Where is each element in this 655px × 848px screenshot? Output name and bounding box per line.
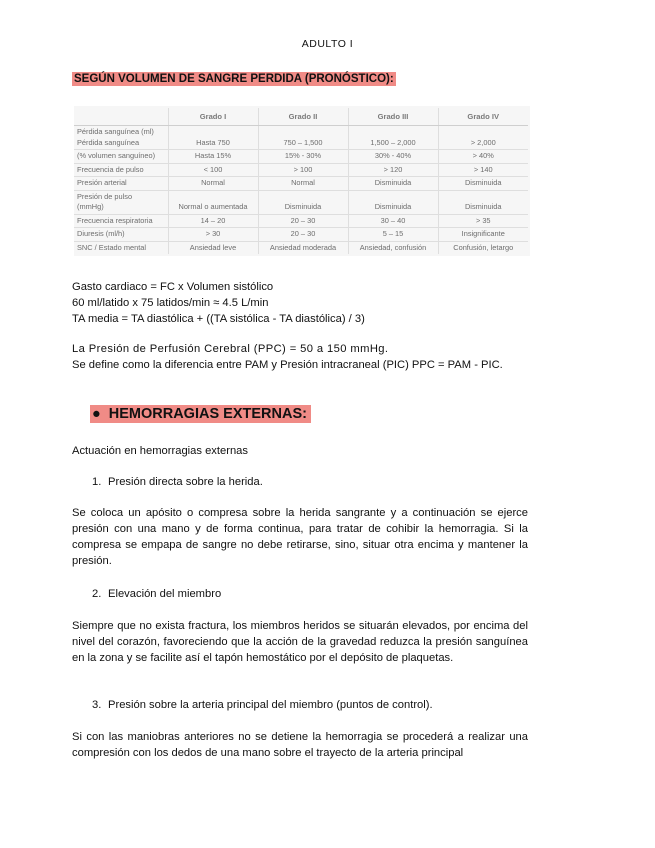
item-number: 1.: [92, 476, 102, 488]
item-number: 2.: [92, 588, 102, 600]
table-cell: 15% - 30%: [258, 150, 348, 164]
section-title-text: HEMORRAGIAS EXTERNAS:: [108, 406, 307, 422]
table-cell: Disminuida: [438, 177, 528, 191]
table-cell: Ansiedad leve: [168, 241, 258, 254]
table-cell: 14 – 20: [168, 214, 258, 228]
table-header-cell: Grado III: [348, 108, 438, 126]
table-cell: > 40%: [438, 150, 528, 164]
table-cell: 1,500 – 2,000: [348, 126, 438, 150]
hemorrhage-grades-table: [74, 108, 528, 254]
formula-line: Gasto cardiaco = FC x Volumen sistólico: [72, 281, 274, 293]
row-label: Frecuencia de pulso: [74, 163, 168, 177]
table-cell: Confusión, letargo: [438, 241, 528, 254]
table-cell: Normal o aumentada: [168, 190, 258, 214]
paragraph-1: [72, 505, 528, 569]
row-label: (% volumen sanguíneo): [74, 150, 168, 164]
page-header: ADULTO I: [301, 38, 354, 50]
actuacion-intro: [72, 443, 528, 459]
table-cell: Disminuida: [348, 177, 438, 191]
table-cell: Normal: [168, 177, 258, 191]
paragraph-text: Se coloca un apósito o compresa sobre la herida sangrante y a continuación se ejerce presión con una mano y de forma continua, para tratar de cohibir la hemorragia. Si la compresa se empapa de sangre no debe retirarse, sino, situar otra encima y mantener la presión.: [72, 507, 528, 567]
table-cell: Ansiedad, confusión: [348, 241, 438, 254]
table-header-cell: Grado IV: [438, 108, 528, 126]
item-title: Presión directa sobre la herida.: [108, 476, 263, 488]
ppc-line: La Presión de Perfusión Cerebral (PPC) = 50 a 150 mmHg.: [72, 343, 389, 355]
intro-text: Actuación en hemorragias externas: [72, 445, 248, 457]
row-label: Diuresis (ml/h): [74, 228, 168, 242]
table-cell: Normal: [258, 177, 348, 191]
numbered-item-1: [92, 474, 263, 490]
ppc-line: Se define como la diferencia entre PAM y Presión intracraneal (PIC) PPC = PAM - PIC.: [72, 359, 503, 371]
paragraph-2: [72, 618, 528, 666]
table-cell: > 120: [348, 163, 438, 177]
item-title: Elevación del miembro: [108, 588, 222, 600]
ppc-block: [72, 341, 528, 373]
table-cell: Disminuida: [348, 190, 438, 214]
formulas-block: [72, 279, 528, 327]
table-header-cell: [74, 108, 168, 126]
table-cell: 30% - 40%: [348, 150, 438, 164]
table-cell: 30 – 40: [348, 214, 438, 228]
table-cell: > 100: [258, 163, 348, 177]
numbered-item-3: [92, 697, 433, 713]
table-cell: Hasta 15%: [168, 150, 258, 164]
table-cell: > 30: [168, 228, 258, 242]
bullet-icon: ●: [92, 406, 101, 422]
formula-line: 60 ml/latido x 75 latidos/min ≈ 4.5 L/min: [72, 297, 269, 309]
table-cell: 20 – 30: [258, 214, 348, 228]
row-label: Frecuencia respiratoria: [74, 214, 168, 228]
section-title-volumen: SEGÚN VOLUMEN DE SANGRE PERDIDA (PRONÓSTICO):: [74, 73, 394, 85]
grades-table-container: [74, 106, 530, 256]
table-cell: Ansiedad moderada: [258, 241, 348, 254]
table-cell: Disminuida: [258, 190, 348, 214]
table-row: [74, 241, 528, 254]
item-title: Presión sobre la arteria principal del miembro (puntos de control).: [108, 699, 433, 711]
section-title-hemorragias: [90, 405, 311, 423]
table-row: [74, 214, 528, 228]
table-cell: Insignificante: [438, 228, 528, 242]
table-cell: < 100: [168, 163, 258, 177]
table-row: [74, 126, 528, 150]
row-label: Pérdida sanguínea (ml) Pérdida sanguínea: [74, 126, 168, 150]
table-header-row: [74, 108, 528, 126]
row-label: SNC / Estado mental: [74, 241, 168, 254]
table-row: [74, 177, 528, 191]
formula-line: TA media = TA diastólica + ((TA sistólica - TA diastólica) / 3): [72, 313, 365, 325]
table-row: [74, 228, 528, 242]
table-cell: > 2,000: [438, 126, 528, 150]
table-header-cell: Grado I: [168, 108, 258, 126]
table-row: [74, 163, 528, 177]
paragraph-text: Si con las maniobras anteriores no se detiene la hemorragia se procederá a realizar una compresión con los dedos de una mano sobre el trayecto de la arteria principal: [72, 731, 528, 759]
row-label: Presión arterial: [74, 177, 168, 191]
table-header-cell: Grado II: [258, 108, 348, 126]
table-cell: > 140: [438, 163, 528, 177]
table-cell: 20 – 30: [258, 228, 348, 242]
table-cell: Hasta 750: [168, 126, 258, 150]
table-row: [74, 190, 528, 214]
table-cell: 750 – 1,500: [258, 126, 348, 150]
paragraph-3: [72, 729, 528, 761]
numbered-item-2: [92, 586, 221, 602]
paragraph-text: Siempre que no exista fractura, los miembros heridos se situarán elevados, por encima del nivel del corazón, favoreciendo que la acción de la gravedad reduzca la presión sanguínea en la zona y se facilite así el tapón hemostático por el depósito de plaquetas.: [72, 620, 528, 664]
row-label: Presión de pulso (mmHg): [74, 190, 168, 214]
table-cell: Disminuida: [438, 190, 528, 214]
table-cell: > 35: [438, 214, 528, 228]
table-row: [74, 150, 528, 164]
table-cell: 5 – 15: [348, 228, 438, 242]
item-number: 3.: [92, 699, 102, 711]
